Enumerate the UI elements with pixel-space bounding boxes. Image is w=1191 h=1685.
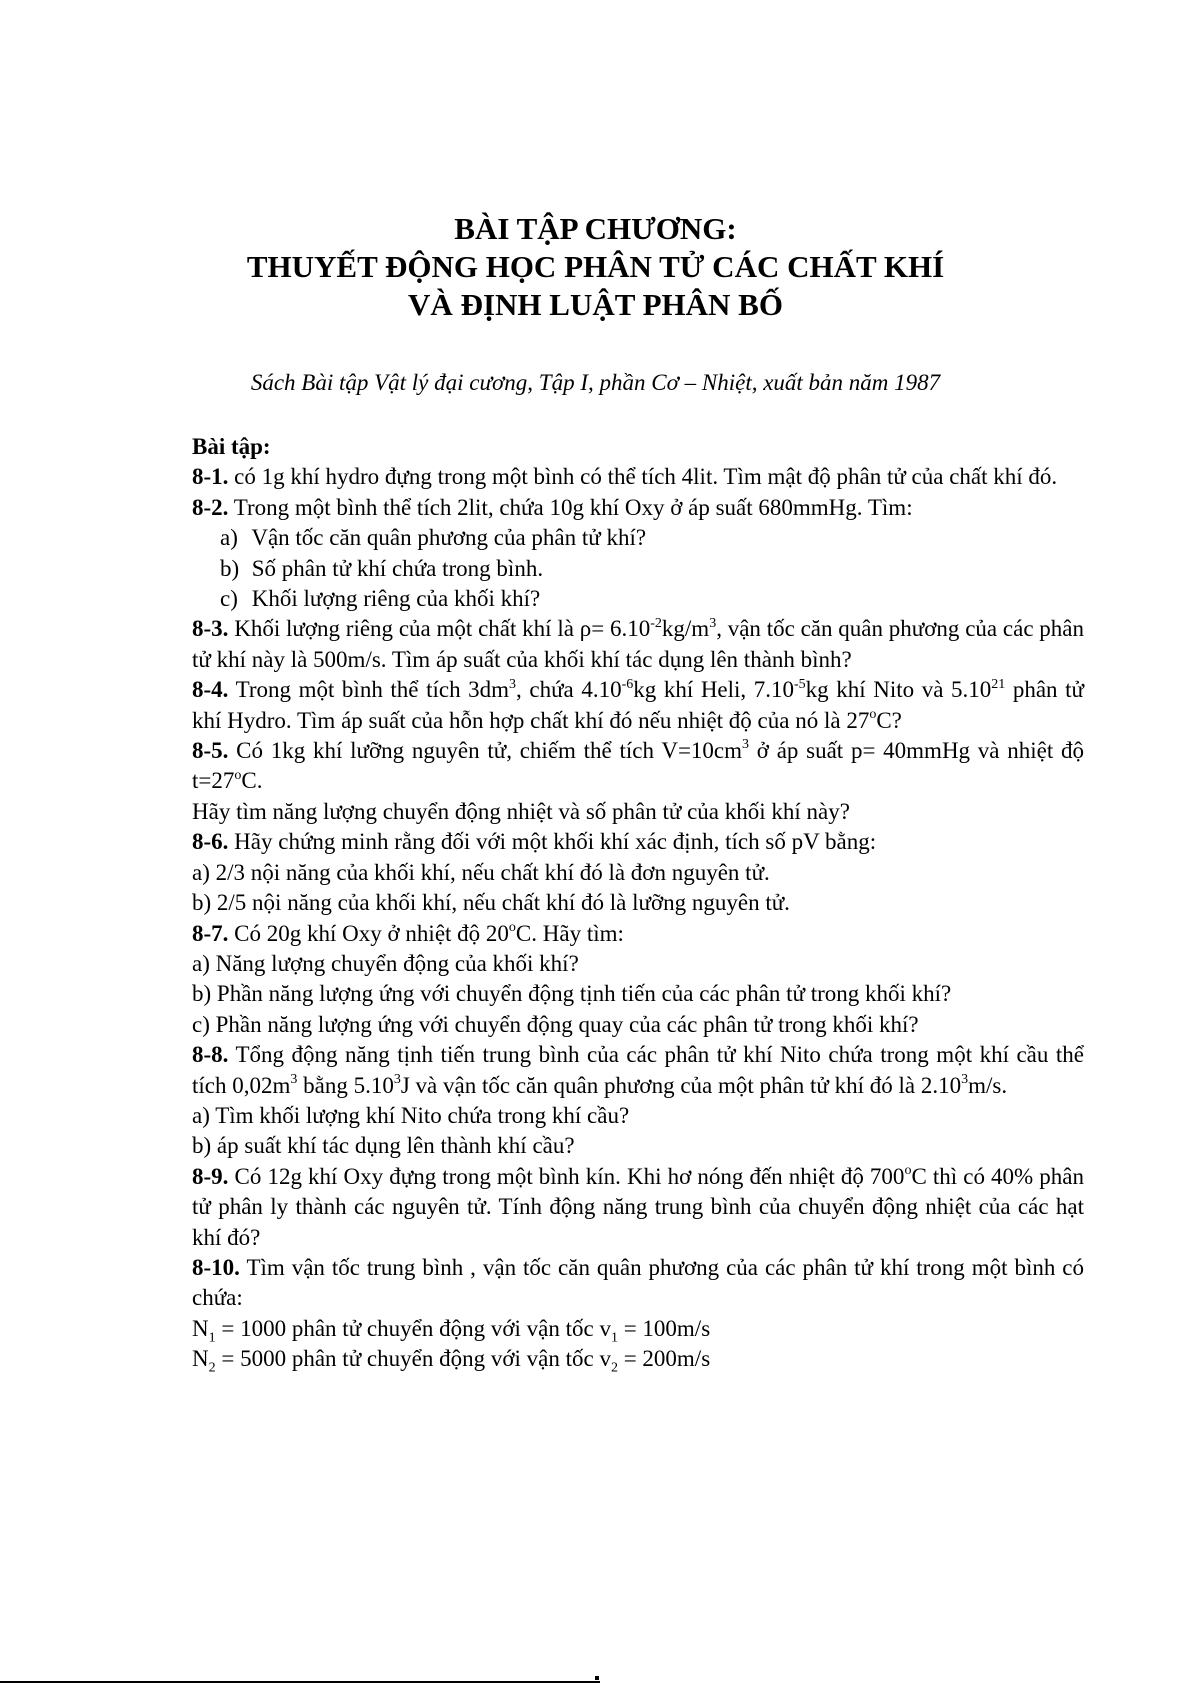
text-run: phân tử khí Hydro. Tìm áp suất của hỗn hợp chất khí đó nếu nhiệt độ của nó là 27 bbox=[192, 677, 1084, 733]
problem-8-2 bbox=[192, 493, 1084, 523]
problem-8-7-b: b) Phần năng lượng ứng với chuyển động tịnh tiến của các phân tử trong khối khí? bbox=[192, 981, 952, 1007]
source-subtitle: Sách Bài tập Vật lý đại cương, Tập I, phần Cơ – Nhiệt, xuất bản năm 1987 bbox=[250, 370, 941, 395]
text-run: ở áp suất p= 40mmHg và nhiệt độ t=27 bbox=[192, 738, 1084, 794]
problem-number: 8-9. bbox=[192, 1163, 229, 1189]
text-run: , vận tốc căn quân phương của các phân tử khí này là 500m/s. Tìm áp suất của khối khí tác dụng lên thành bình? bbox=[192, 616, 1085, 672]
problem-8-8-b: b) áp suất khí tác dụng lên thành khí cầu? bbox=[192, 1133, 575, 1159]
superscript: o bbox=[869, 707, 877, 722]
text-run: = 200m/s bbox=[617, 1346, 711, 1372]
text-run: m/s. bbox=[968, 1072, 1008, 1098]
problem-text: có 1g khí hydro đựng trong một bình có thể tích 4lit. Tìm mật độ phân tử của chất khí đó. bbox=[228, 464, 1058, 490]
superscript: -2 bbox=[650, 615, 662, 631]
text-run: kg khí Nito và 5.10 bbox=[805, 677, 992, 703]
problem-8-9 bbox=[192, 1162, 1084, 1253]
superscript: o bbox=[904, 1163, 912, 1179]
problem-8-6-b: b) 2/5 nội năng của khối khí, nếu chất khí đó là lưỡng nguyên tử. bbox=[192, 890, 790, 916]
footer-rule bbox=[0, 1681, 600, 1683]
title-line-1: BÀI TẬP CHƯƠNG: bbox=[454, 211, 737, 246]
section-heading: Bài tập: bbox=[192, 434, 271, 459]
problem-8-10 bbox=[192, 1253, 1084, 1314]
text-run: Khối lượng riêng của một chất khí là ρ= 6.10 bbox=[228, 616, 651, 642]
superscript: 3 bbox=[509, 676, 517, 692]
text-run: kg/m bbox=[661, 616, 710, 642]
problem-8-2-c bbox=[192, 584, 1084, 614]
subscript: 2 bbox=[208, 1360, 216, 1376]
text-run: C. bbox=[241, 768, 263, 794]
text-run: C? bbox=[876, 707, 902, 733]
subscript: 1 bbox=[208, 1330, 216, 1346]
superscript: 3 bbox=[290, 1071, 298, 1087]
problem-number: 8-2. bbox=[192, 494, 229, 520]
text-run: Có 1kg khí lưỡng nguyên tử, chiếm thể tích V=10cm bbox=[228, 738, 743, 764]
text-run: C. Hãy tìm: bbox=[515, 920, 624, 946]
problem-8-2-b bbox=[192, 554, 1084, 584]
text-run: = 5000 phân tử chuyển động với vận tốc v bbox=[215, 1346, 611, 1372]
text-run: , chứa 4.10 bbox=[516, 677, 622, 703]
text-run: = 100m/s bbox=[617, 1315, 711, 1341]
problem-8-5 bbox=[192, 736, 1084, 797]
problem-8-3 bbox=[192, 614, 1084, 675]
problem-text: Trong một bình thể tích 2lit, chứa 10g khí Oxy ở áp suất 680mmHg. Tìm: bbox=[228, 494, 913, 520]
superscript: o bbox=[234, 767, 242, 783]
superscript: 3 bbox=[961, 1071, 969, 1087]
text-run: Tổng động năng tịnh tiến trung bình của các phân tử khí Nito chứa trong một khí cầu thể tích 0,02m bbox=[192, 1042, 1084, 1098]
problem-8-10-n1 bbox=[192, 1314, 1084, 1344]
subscript: 2 bbox=[610, 1360, 618, 1376]
text-run: = 1000 phân tử chuyển động với vận tốc v bbox=[215, 1315, 611, 1341]
problem-number: 8-3. bbox=[192, 616, 229, 642]
problem-number: 8-10. bbox=[192, 1254, 240, 1280]
problem-number: 8-5. bbox=[192, 738, 229, 764]
problem-8-5-question: Hãy tìm năng lượng chuyển động nhiệt và số phân tử của khối khí này? bbox=[192, 798, 850, 824]
problem-text: Hãy chứng minh rằng đối với một khối khí xác định, tích số pV bằng: bbox=[228, 829, 877, 855]
item-label: b) bbox=[220, 555, 240, 581]
footer-rule-mark bbox=[595, 1676, 599, 1680]
text-run: kg khí Heli, 7.10 bbox=[633, 677, 794, 703]
text-run: N bbox=[192, 1346, 209, 1372]
text-run: C thì có 40% phân tử phân ly thành các nguyên tử. Tính động năng trung bình của chuyển động nhiệt của các hạt khí đó? bbox=[192, 1163, 1085, 1250]
superscript: 21 bbox=[991, 676, 1006, 692]
problem-number: 8-7. bbox=[192, 920, 229, 946]
text-run: J và vận tốc căn quân phương của một phân tử khí đó là 2.10 bbox=[400, 1072, 962, 1098]
text-run: bằng 5.10 bbox=[297, 1072, 394, 1098]
text-run: N bbox=[192, 1315, 209, 1341]
problem-8-8 bbox=[192, 1040, 1084, 1101]
item-label: c) bbox=[220, 586, 238, 612]
problem-8-7-c: c) Phần năng lượng ứng với chuyển động quay của các phân tử trong khối khí? bbox=[192, 1011, 919, 1037]
subscript: 1 bbox=[610, 1330, 618, 1346]
problem-number: 8-8. bbox=[192, 1042, 229, 1068]
problem-8-4 bbox=[192, 675, 1084, 736]
item-text: Khối lượng riêng của khối khí? bbox=[251, 586, 541, 612]
problem-8-8-a: a) Tìm khối lượng khí Nito chứa trong khí cầu? bbox=[192, 1102, 630, 1128]
problem-number: 8-6. bbox=[192, 829, 229, 855]
problem-8-10-n2 bbox=[192, 1344, 1084, 1374]
superscript: 3 bbox=[742, 737, 750, 753]
superscript: 3 bbox=[393, 1071, 401, 1087]
problem-8-6 bbox=[192, 827, 1084, 857]
problem-8-7 bbox=[192, 919, 1084, 949]
exercise-content bbox=[192, 432, 1084, 1375]
title-line-2: THUYẾT ĐỘNG HỌC PHÂN TỬ CÁC CHẤT KHÍ bbox=[246, 249, 945, 284]
superscript: o bbox=[508, 919, 516, 935]
problem-text: Tìm vận tốc trung bình , vận tốc căn quân phương của các phân tử khí trong một bình có chứa: bbox=[192, 1254, 1084, 1311]
item-text: Vận tốc căn quân phương của phân tử khí? bbox=[251, 525, 647, 551]
problem-8-6-a: a) 2/3 nội năng của khối khí, nếu chất khí đó là đơn nguyên tử. bbox=[192, 859, 770, 885]
problem-number: 8-4. bbox=[192, 677, 229, 703]
problem-8-1 bbox=[192, 462, 1084, 492]
problem-number: 8-1. bbox=[192, 464, 229, 490]
superscript: -5 bbox=[794, 676, 806, 692]
text-run: Có 12g khí Oxy đựng trong một bình kín. Khi hơ nóng đến nhiệt độ 700 bbox=[228, 1163, 905, 1189]
text-run: Trong một bình thể tích 3dm bbox=[228, 677, 510, 703]
text-run: Có 20g khí Oxy ở nhiệt độ 20 bbox=[228, 920, 509, 946]
problem-8-2-a bbox=[192, 523, 1084, 553]
item-label: a) bbox=[220, 525, 238, 551]
superscript: -6 bbox=[621, 676, 634, 692]
title-line-3: VÀ ĐỊNH LUẬT PHÂN BỐ bbox=[408, 287, 783, 322]
page-title bbox=[0, 210, 1191, 324]
problem-8-7-a: a) Năng lượng chuyển động của khối khí? bbox=[192, 950, 579, 976]
superscript: 3 bbox=[709, 615, 717, 631]
item-text: Số phân tử khí chứa trong bình. bbox=[251, 555, 544, 581]
